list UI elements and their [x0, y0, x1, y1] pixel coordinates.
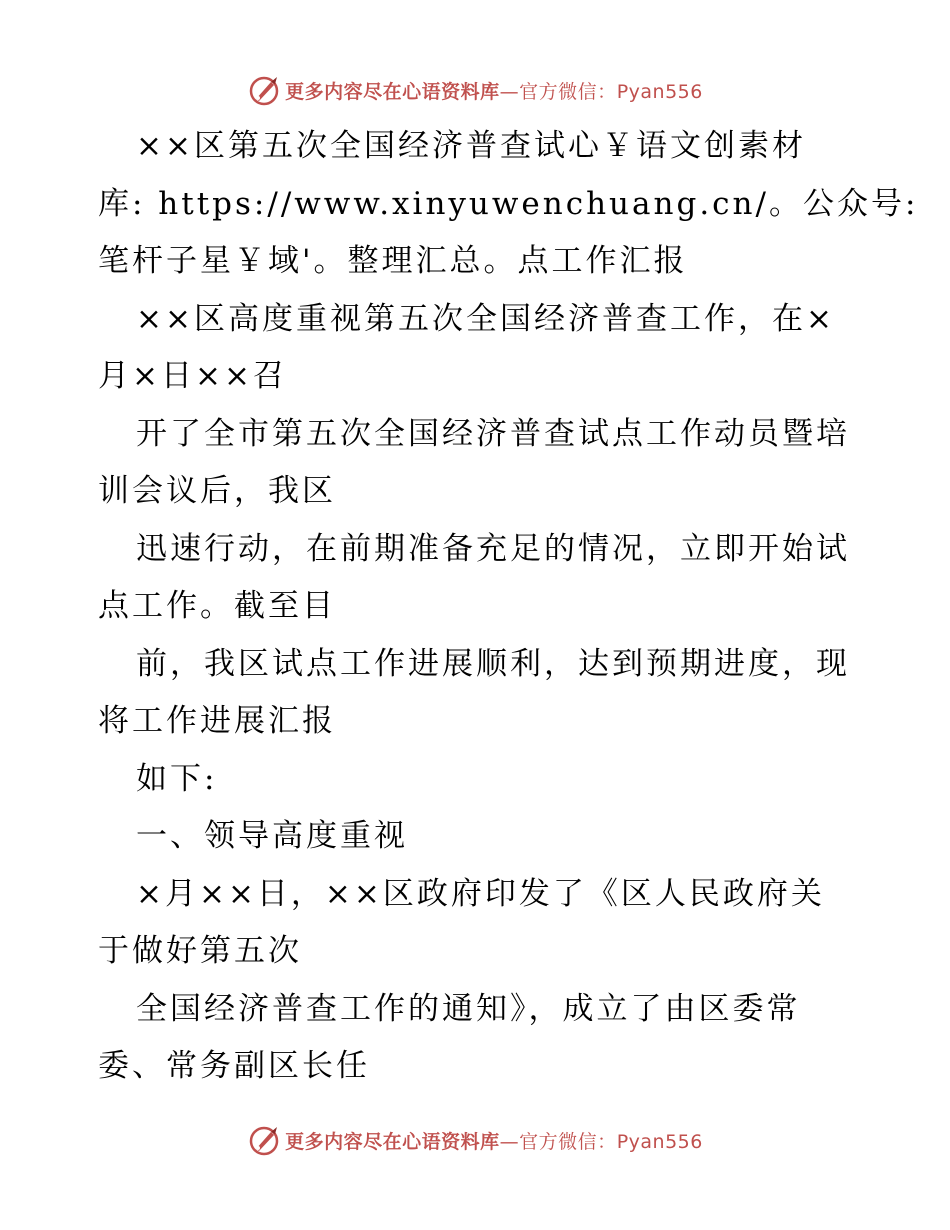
watermark-wechat-label: 官方微信：: [519, 80, 617, 103]
document-line: 库: https://www.xinyuwenchuang.cn/。公众号:: [98, 185, 919, 222]
header-watermark: [0, 70, 950, 110]
watermark-wechat-label: 官方微信：: [519, 1130, 617, 1153]
watermark-brand-text: 更多内容尽在心语资料库: [285, 1130, 500, 1153]
watermark-wechat-id: Pyan556: [616, 1130, 703, 1153]
document-line: 点工作。截至目: [98, 588, 336, 624]
document-line: 前，我区试点工作进展顺利，达到预期进度，现: [136, 645, 850, 682]
footer-watermark: [0, 1120, 950, 1160]
document-line: 于做好第五次: [98, 933, 302, 969]
document-body: [98, 118, 919, 1096]
watermark-wechat-id: Pyan556: [616, 80, 703, 103]
watermark-separator: —: [499, 80, 520, 103]
document-line: 开了全市第五次全国经济普查试点工作动员暨培: [136, 415, 850, 452]
watermark-brand-text: 更多内容尽在心语资料库: [285, 80, 500, 103]
document-line: 迅速行动，在前期准备充足的情况，立即开始试: [136, 530, 850, 567]
document-line: 委、常务副区长任: [98, 1048, 370, 1084]
document-line: 全国经济普查工作的通知》，成立了由区委常: [136, 990, 801, 1027]
document-line: 一、领导高度重视: [136, 818, 408, 854]
document-line: 笔杆子星￥域'。整理汇总。点工作汇报: [98, 243, 688, 279]
document-line: ××区高度重视第五次全国经济普查工作，在×: [136, 300, 835, 337]
document-line: ×月××日，××区政府印发了《区人民政府关: [136, 875, 825, 912]
document-line: ××区第五次全国经济普查试心￥语文创素材: [136, 128, 806, 164]
document-line: 如下:: [136, 760, 218, 797]
quill-pen-logo-icon: [247, 73, 281, 107]
document-line: 训会议后，我区: [98, 473, 336, 509]
quill-pen-logo-icon: [247, 1123, 281, 1157]
watermark-separator: —: [499, 1130, 520, 1153]
document-line: 月×日××召: [98, 358, 287, 394]
document-line: 将工作进展汇报: [98, 703, 336, 739]
